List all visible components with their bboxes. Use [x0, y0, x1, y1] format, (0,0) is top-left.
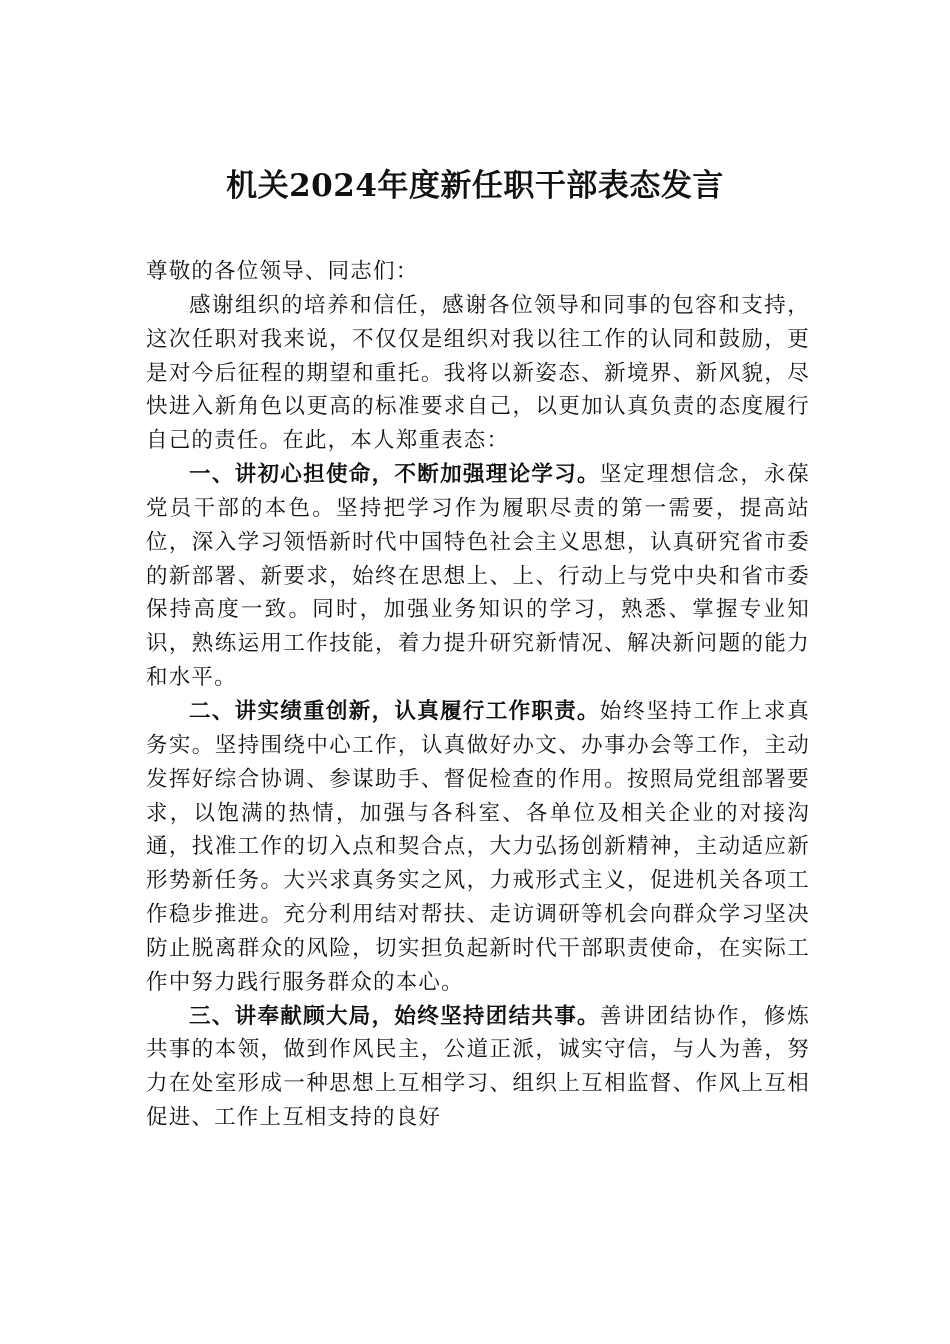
section-text-2: 始终坚持工作上求真务实。坚持围绕中心工作，认真做好办文、办事办会等工作，主动发挥好综合协调、参谋助手、督促检查的作用。按照局党组部署要求，以饱满的热情，加强与各科室、各单位及相关企业的对接沟通，找准工作的切入点和契合点，大力弘扬创新精神，主动适应新形势新任务。大兴求真务实之风，力戒形式主义，促进机关各项工作稳步推进。充分利用结对帮扶、走访调研等机会向群众学习坚决防止脱离群众的风险，切实担负起新时代干部职责使命，在实际工作中努力践行服务群众的本心。	[146, 698, 810, 995]
section-paragraph-1	[146, 458, 810, 695]
section-text-3: 善讲团结协作，修炼共事的本领，做到作风民主，公道正派，诚实守信，与人为善，努力在处室形成一种思想上互相学习、组织上互相监督、作风上互相促进、工作上互相支持的良好	[146, 1003, 810, 1131]
document-title: 机关2024年度新任职干部表态发言	[226, 168, 724, 204]
section-text-1: 坚定理想信念，永葆党员干部的本色。坚持把学习作为履职尽责的第一需要，提高站位，深入学习领悟新时代中国特色社会主义思想，认真研究省市委的新部署、新要求，始终在思想上、上、行动上与党中央和省市委保持高度一致。同时，加强业务知识的学习，熟悉、掌握专业知识，熟练运用工作技能，着力提升研究新情况、解决新问题的能力和水平。	[146, 462, 810, 691]
document-body	[146, 255, 810, 1135]
intro-paragraph: 感谢组织的培养和信任，感谢各位领导和同事的包容和支持，这次任职对我来说，不仅仅是组织对我以往工作的认同和鼓励，更是对今后征程的期望和重托。我将以新姿态、新境界、新风貌，尽快进入新角色以更高的标准要求自己，以更加认真负责的态度履行自己的责任。在此，本人郑重表态：	[146, 292, 810, 454]
section-heading-1: 一、讲初心担使命，不断加强理论学习。	[189, 462, 600, 488]
section-heading-3: 三、讲奉献顾大局，始终坚持团结共事。	[189, 1003, 600, 1029]
salutation: 尊敬的各位领导、同志们：	[146, 259, 419, 284]
section-paragraph-3	[146, 1000, 810, 1135]
section-paragraph-2	[146, 695, 810, 1000]
section-heading-2: 二、讲实绩重创新，认真履行工作职责。	[189, 698, 600, 724]
